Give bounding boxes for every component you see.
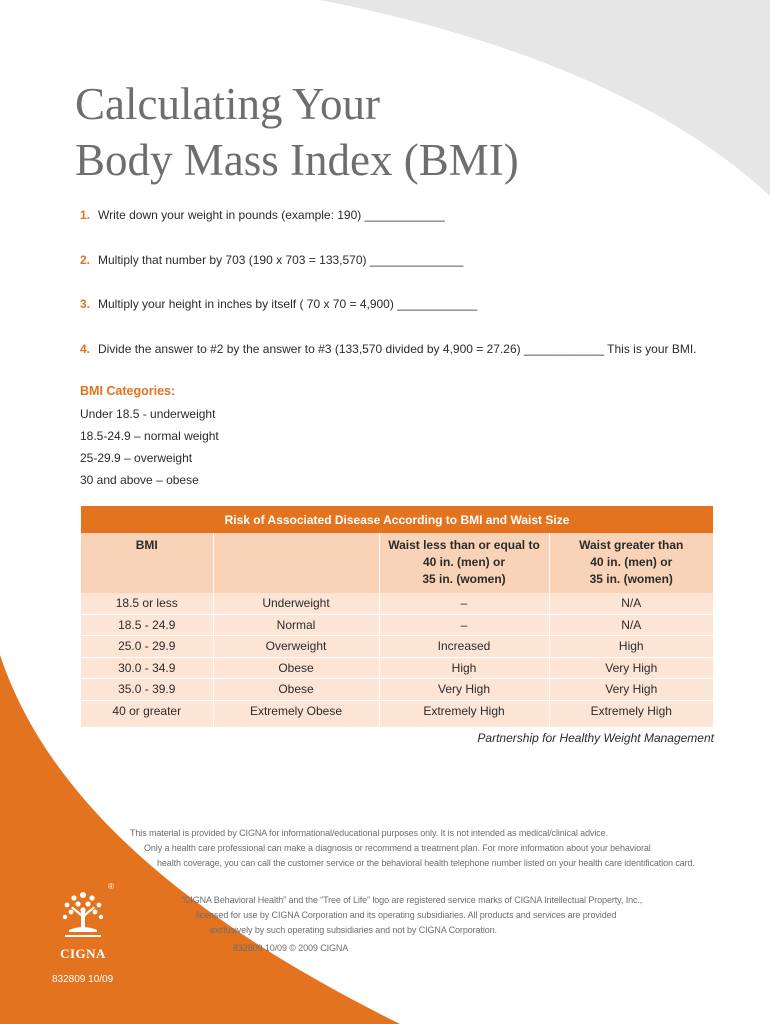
step-text: Multiply your height in inches by itself ( 70 x 70 = 4,900) ____________	[98, 297, 478, 311]
cell-bmi: 35.0 - 39.9	[81, 679, 213, 701]
step-3	[80, 297, 477, 311]
cell-waist-le: High	[379, 657, 549, 679]
copyright-line: 832809 10/09 © 2009 CIGNA	[233, 943, 349, 953]
bmi-category-item: Under 18.5 - underweight	[80, 407, 216, 421]
cell-waist-gt: N/A	[549, 614, 713, 636]
cell-class: Obese	[213, 679, 379, 701]
header-waist-le-line: Waist less than or equal to	[388, 538, 540, 552]
step-text: Multiply that number by 703 (190 x 703 = 133,570) ______________	[98, 253, 464, 267]
header-waist-gt-line: 35 in. (women)	[589, 572, 673, 586]
cell-class: Normal	[213, 614, 379, 636]
step-1	[80, 208, 445, 222]
cell-bmi: 18.5 or less	[81, 593, 213, 614]
cell-class: Obese	[213, 657, 379, 679]
document-code: 832809 10/09	[52, 974, 114, 985]
header-waist-le-line: 35 in. (women)	[422, 572, 506, 586]
table-row	[81, 614, 713, 636]
table-header-row	[81, 533, 713, 593]
cell-bmi: 25.0 - 29.9	[81, 636, 213, 658]
header-waist-gt-line: Waist greater than	[579, 538, 684, 552]
disclaimer-line: Only a health care professional can make a diagnosis or recommend a treatment plan. For more information about your behavioral	[144, 843, 651, 853]
bmi-category-item: 30 and above – obese	[80, 473, 199, 487]
bmi-categories-heading: BMI Categories:	[80, 384, 176, 398]
step-number: 1.	[80, 208, 91, 222]
cell-bmi: 30.0 - 34.9	[81, 657, 213, 679]
table-row	[81, 636, 713, 658]
trademark-line: “CIGNA Behavioral Health” and the “Tree of Life” logo are registered service marks of CIGNA Intellectual Property, Inc.,	[181, 895, 643, 905]
step-number: 4.	[80, 342, 91, 356]
cell-waist-le: Extremely High	[379, 700, 549, 727]
title-line-1: Calculating Your	[75, 79, 381, 129]
cell-waist-gt: Very High	[549, 657, 713, 679]
header-waist-gt-line: 40 in. (men) or	[590, 555, 673, 569]
header-waist-le	[379, 533, 549, 593]
header-waist-gt	[549, 533, 713, 593]
disclaimer-line: health coverage, you can call the customer service or the behavioral health telephone number listed on your health care identification card.	[157, 858, 695, 868]
registered-mark: ®	[108, 882, 114, 891]
bmi-risk-table	[81, 506, 713, 727]
step-text: Write down your weight in pounds (example: 190) ____________	[98, 208, 445, 222]
step-number: 2.	[80, 253, 91, 267]
disclaimer-line: This material is provided by CIGNA for informational/educational purposes only. It is not intended as medical/clinical advice.	[130, 828, 608, 838]
header-waist-le-line: 40 in. (men) or	[422, 555, 505, 569]
bmi-category-item: 25-29.9 – overweight	[80, 451, 193, 465]
table-title: Risk of Associated Disease According to BMI and Waist Size	[81, 506, 713, 533]
step-text: Divide the answer to #2 by the answer to #3 (133,570 divided by 4,900 = 27.26) ____________ This is your BMI.	[98, 342, 697, 356]
tree-of-life-icon	[59, 888, 107, 940]
table-row	[81, 700, 713, 727]
page-title	[75, 76, 635, 188]
step-4	[80, 342, 697, 356]
title-line-2: Body Mass Index (BMI)	[75, 135, 519, 185]
trademark-line: exclusively by such operating subsidiaries and not by CIGNA Corporation.	[210, 925, 497, 935]
table-row	[81, 657, 713, 679]
cell-waist-gt: Very High	[549, 679, 713, 701]
cell-waist-le: –	[379, 614, 549, 636]
cell-waist-le: –	[379, 593, 549, 614]
cell-class: Underweight	[213, 593, 379, 614]
partnership-tagline: Partnership for Healthy Weight Management	[477, 731, 714, 745]
cell-waist-gt: N/A	[549, 593, 713, 614]
cell-waist-le: Very High	[379, 679, 549, 701]
cell-waist-gt: High	[549, 636, 713, 658]
cell-waist-le: Increased	[379, 636, 549, 658]
cell-waist-gt: Extremely High	[549, 700, 713, 727]
cigna-logo	[52, 882, 114, 945]
header-bmi: BMI	[81, 533, 213, 593]
cigna-wordmark: CIGNA	[60, 946, 106, 961]
trademark-line: licensed for use by CIGNA Corporation and its operating subsidiaries. All products and services are provided	[196, 910, 617, 920]
bmi-category-item: 18.5-24.9 – normal weight	[80, 429, 219, 443]
table-row	[81, 679, 713, 701]
table-row	[81, 593, 713, 614]
cell-class: Extremely Obese	[213, 700, 379, 727]
header-classification	[213, 533, 379, 593]
cell-bmi: 40 or greater	[81, 700, 213, 727]
step-2	[80, 253, 463, 267]
step-number: 3.	[80, 297, 91, 311]
cell-class: Overweight	[213, 636, 379, 658]
cell-bmi: 18.5 - 24.9	[81, 614, 213, 636]
